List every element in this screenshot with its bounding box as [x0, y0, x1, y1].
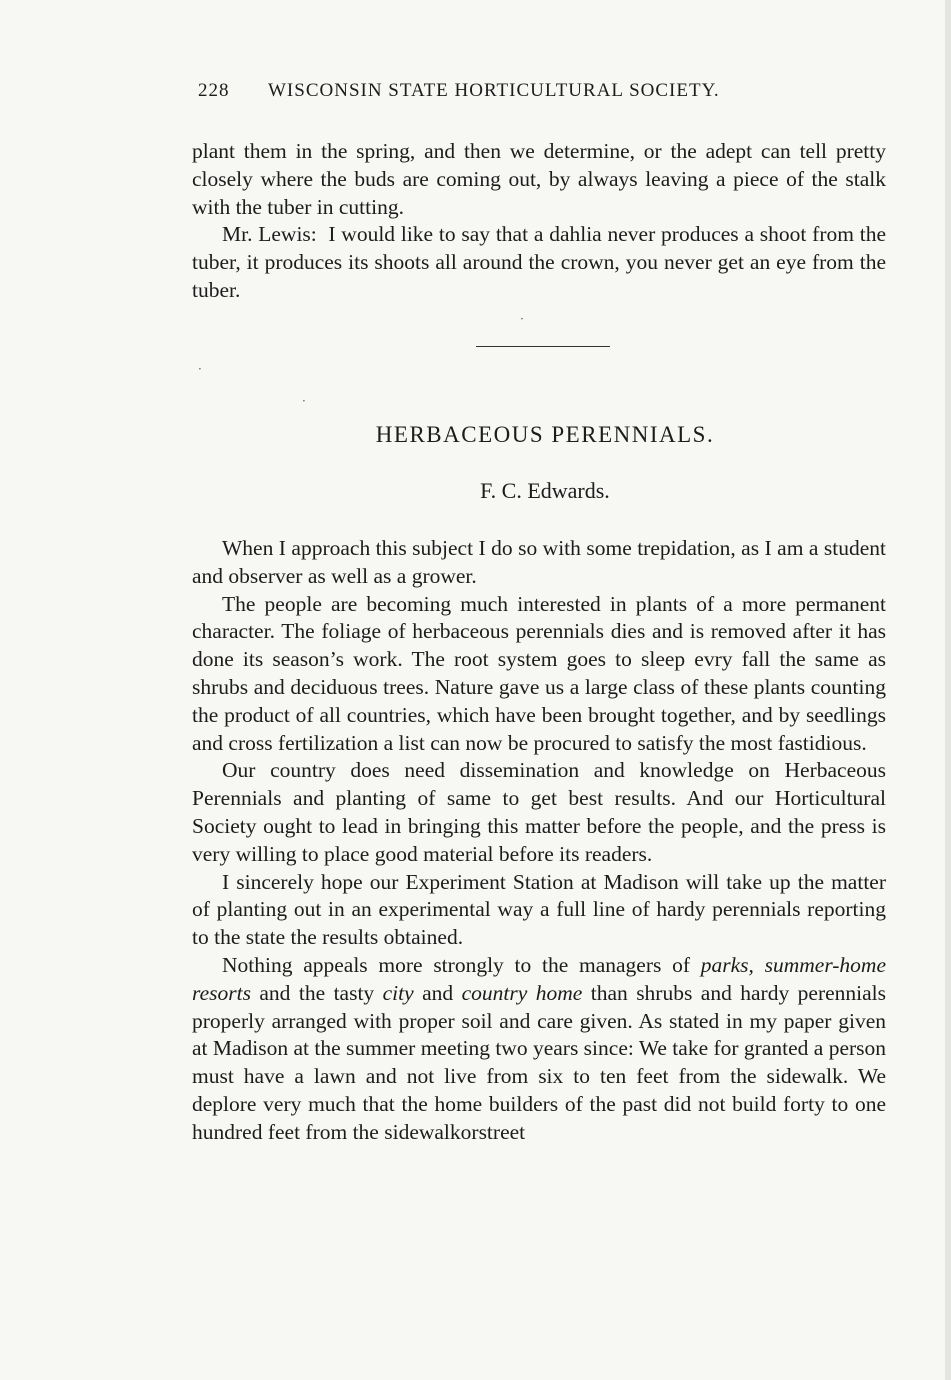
section-divider [476, 346, 610, 347]
body-paragraph-3: Our country does need dissemination and knowledge on Herbaceous Perennials and planting of same to get best results. And our Horticultural Society ought to lead in bringing this matter before the people, and the press is very willing to place good material before its readers. [192, 758, 886, 866]
italic-parks-resorts: parks, summer-home resorts [192, 952, 886, 1005]
italic-city: city [382, 980, 414, 1005]
article-title: HERBACEOUS PERENNIALS. [375, 422, 715, 447]
journal-title: WISCONSIN STATE HORTICULTURAL SOCIETY. [268, 80, 720, 101]
article-body [192, 535, 886, 1147]
speaker-name: Mr. Lewis: [222, 222, 317, 247]
body-paragraph-2: The people are becoming much interested in plants of a more permanent character. The foliage of herbaceous perennials dies and is removed after it has done its season’s work. The root system goes to sleep evry fall the same as shrubs and deciduous trees. Nature gave us a large class of these plants counting the product of all countries, which have been brought together, and by seedlings and cross fertilization a list can now be procured to satisfy the most fastidious. [192, 591, 886, 755]
intro-discussion [192, 138, 886, 305]
print-speck: · [302, 394, 306, 408]
speaker-remark: I would like to say that a dahlia never produces a shoot from the tuber, it produces its shoots all around the crown, you never get an eye from the tuber. [192, 222, 887, 302]
page-number: 228 [198, 80, 230, 101]
page-edge-shadow [945, 0, 951, 1380]
intro-paragraph-2 [192, 221, 886, 304]
paragraph-5-text-a: Nothing appeals more strongly to the managers of [222, 952, 701, 977]
paragraph-5-text-d: than shrubs and hardy perennials properly arranged with proper soil and care given. As stated in my paper given at Madison at the summer meeting two years since: We take for granted a person must have a lawn and not live from six to ten feet from the sidewalk. We deplore very much that the home builders of the past did not build forty to one hundred feet from the sidewalkorstreet [192, 980, 887, 1144]
print-speck: · [198, 362, 202, 376]
intro-paragraph-1: plant them in the spring, and then we determine, or the adept can tell pretty closely where the buds are coming out, by always leaving a piece of the stalk with the tuber in cutting. [192, 139, 886, 219]
print-speck: · [520, 312, 524, 326]
paragraph-5-text-b: and the tasty [250, 980, 383, 1005]
body-paragraph-1: When I approach this subject I do so with some trepidation, as I am a student and observer as well as a grower. [192, 536, 886, 588]
article-author: F. C. Edwards. [480, 478, 610, 503]
paragraph-5-text-c: and [413, 980, 462, 1005]
italic-country-home: country home [461, 980, 583, 1005]
running-header [198, 80, 828, 102]
body-paragraph-4: I sincerely hope our Experiment Station at Madison will take up the matter of planting out in an experimental way a full line of hardy perennials reporting to the state the results obtained. [192, 869, 886, 950]
body-paragraph-5 [192, 952, 886, 1147]
